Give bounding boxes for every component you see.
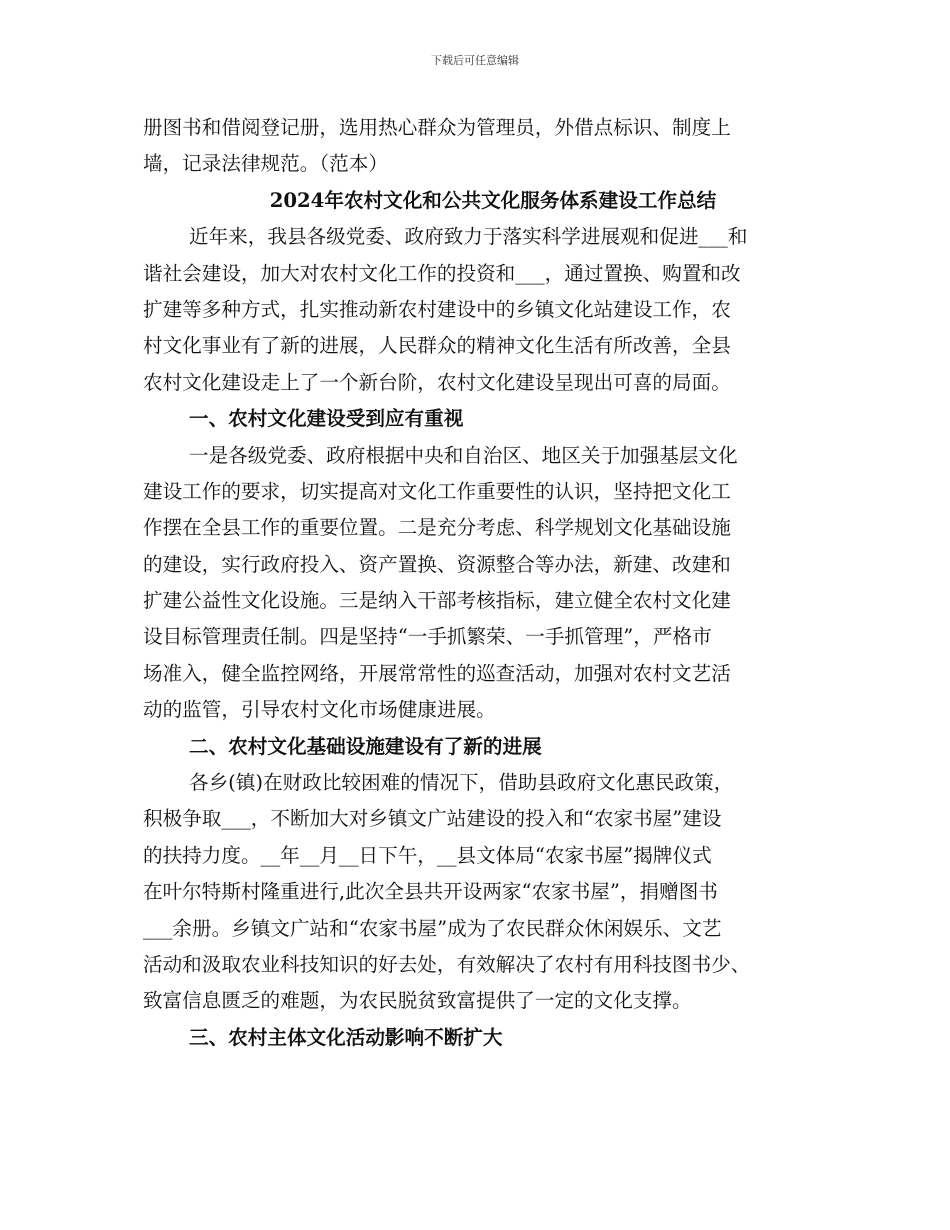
body-line: 谐社会建设，加大对农村文化工作的投资和___，通过置换、购置和改	[143, 261, 741, 285]
body-line: 作摆在全县工作的重要位置。二是充分考虑、科学规划文化基础设施	[143, 516, 731, 540]
body-line: 各乡(镇)在财政比较困难的情况下，借助县政府文化惠民政策，	[189, 771, 734, 795]
body-line: 村文化事业有了新的进展，人民群众的精神文化生活有所改善，全县	[143, 334, 731, 358]
body-line: 扩建公益性文化设施。三是纳入干部考核指标，建立健全农村文化建	[143, 589, 731, 613]
document-title: 2024年农村文化和公共文化服务体系建设工作总结	[269, 188, 717, 212]
section-heading-2: 二、农村文化基础设施建设有了新的进展	[189, 734, 542, 758]
body-line: ___余册。乡镇文广站和“农家书屋”成为了农民群众休闲娱乐、文艺	[143, 916, 722, 940]
body-line: 扩建等多种方式，扎实推动新农村建设中的乡镇文化站建设工作，农	[143, 297, 731, 321]
body-line: 场准入，健全监控网络，开展常常性的巡查活动，加强对农村文艺活	[143, 661, 731, 685]
body-line: 致富信息匮乏的难题，为农民脱贫致富提供了一定的文化支撑。	[143, 989, 692, 1013]
body-line: 墙，记录法律规范。（范本）	[143, 152, 388, 176]
body-line: 建设工作的要求，切实提高对文化工作重要性的认识，坚持把文化工	[143, 479, 731, 503]
body-line: 在叶尔特斯村隆重进行,此次全县共开设两家“农家书屋”，捐赠图书	[143, 880, 718, 904]
body-line: 农村文化建设走上了一个新台阶，农村文化建设呈现出可喜的局面。	[143, 370, 731, 394]
body-line: 积极争取___，不断加大对乡镇文广站建设的投入和“农家书屋”建设	[143, 807, 722, 831]
body-line: 的建设，实行政府投入、资产置换、资源整合等办法，新建、改建和	[143, 552, 731, 576]
body-line: 活动和汲取农业科技知识的好去处，有效解决了农村有用科技图书少、	[143, 952, 751, 976]
document-body	[143, 110, 815, 1056]
body-line: 动的监管，引导农村文化市场健康进展。	[143, 698, 496, 722]
section-heading-1: 一、农村文化建设受到应有重视	[189, 407, 464, 431]
body-line: 近年来，我县各级党委、政府致力于落实科学进展观和促进___和	[189, 225, 748, 249]
body-line: 一是各级党委、政府根据中央和自治区、地区关于加强基层文化	[189, 443, 738, 467]
body-line: 的扶持力度。__年__月__日下午，__县文体局“农家书屋”揭牌仪式	[143, 843, 712, 867]
body-line: 设目标管理责任制。四是坚持“一手抓繁荣、一手抓管理”，严格市	[143, 625, 712, 649]
body-line: 册图书和借阅登记册，选用热心群众为管理员，外借点标识、制度上	[143, 116, 731, 139]
page-header: 下载后可任意编辑	[431, 54, 519, 67]
section-heading-3: 三、农村主体文化活动影响不断扩大	[189, 1025, 503, 1049]
